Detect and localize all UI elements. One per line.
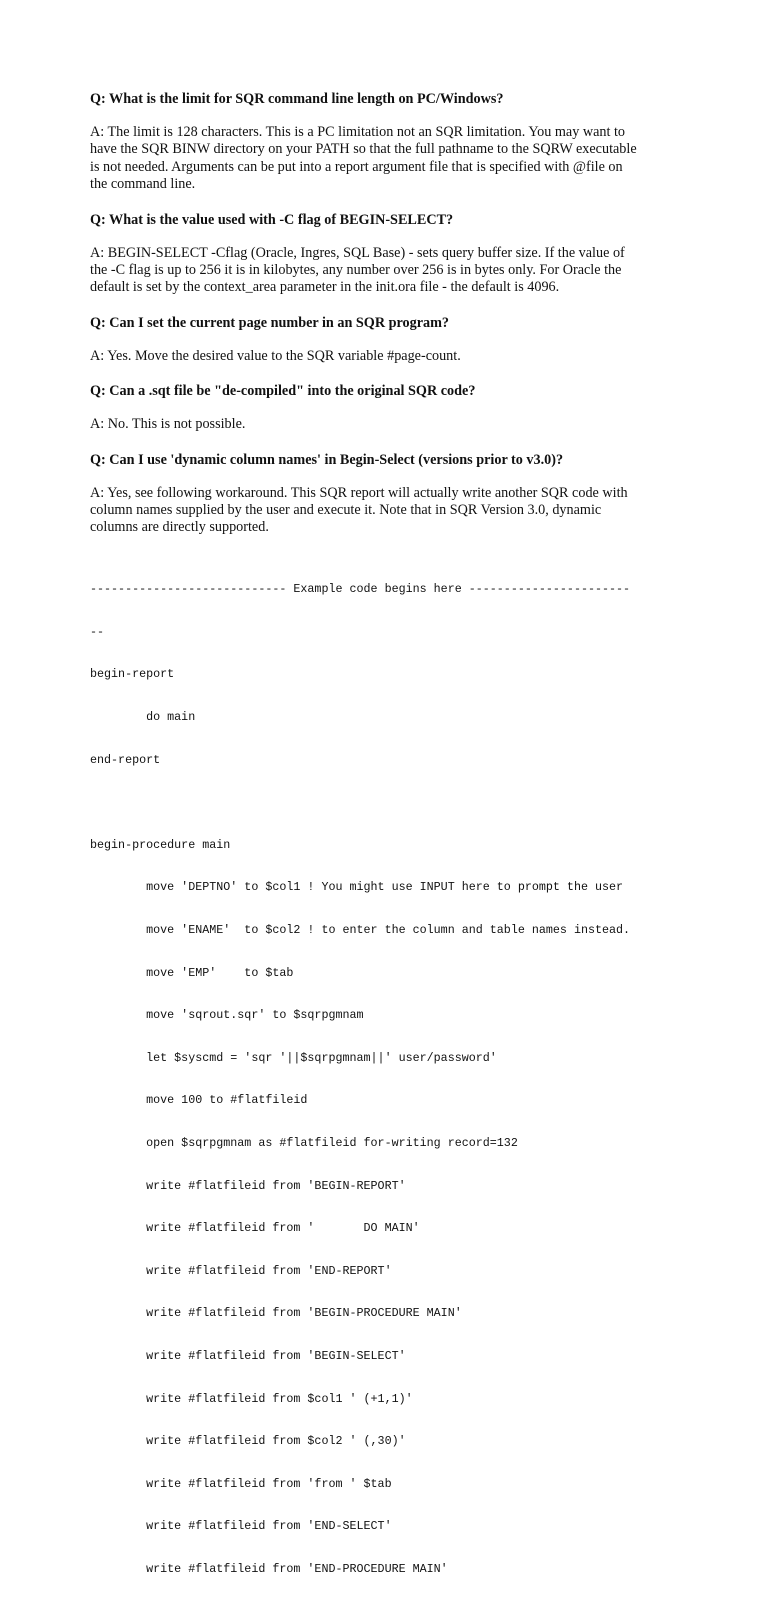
- code-line: move 'DEPTNO' to $col1 ! You might use INPUT here to prompt the user: [90, 880, 624, 895]
- code-line: move 100 to #flatfileid: [90, 1093, 308, 1108]
- faq-question: Q: Can a .sqt file be "de-compiled" into the original SQR code?: [90, 383, 476, 400]
- faq-answer: A: No. This is not possible.: [90, 416, 246, 433]
- code-line: let $syscmd = 'sqr '||$sqrpgmnam||' user/password': [90, 1050, 497, 1065]
- faq-item: [90, 451, 690, 537]
- code-line: move 'sqrout.sqr' to $sqrpgmnam: [90, 1008, 364, 1023]
- code-line: write #flatfileid from 'END-PROCEDURE MAIN': [90, 1561, 448, 1576]
- faq-question: Q: What is the limit for SQR command line length on PC/Windows?: [90, 91, 504, 107]
- code-line: [90, 795, 690, 809]
- code-line: write #flatfileid from 'BEGIN-REPORT': [90, 1178, 406, 1193]
- code-line: move 'EMP' to $tab: [90, 965, 294, 980]
- code-line: write #flatfileid from $col1 ' (+1,1)': [90, 1391, 413, 1406]
- faq-question: Q: What is the value used with -C flag of BEGIN-SELECT?: [90, 211, 454, 228]
- code-line: write #flatfileid from 'BEGIN-SELECT': [90, 1348, 406, 1363]
- faq-question: Q: Can I set the current page number in an SQR program?: [90, 314, 450, 331]
- faq-answer: A: The limit is 128 characters. This is a PC limitation not an SQR limitation. You may want to have the SQR BINW directory on your PATH so that the full pathname to the SQRW executable is not needed. Arguments can be put into a report argument file that is specified with @file on the command line.: [90, 124, 637, 193]
- faq-item: [90, 90, 690, 194]
- faq-content: [90, 90, 690, 1605]
- code-line: do main: [90, 710, 196, 725]
- code-line: begin-procedure main: [90, 837, 231, 852]
- faq-item: [90, 211, 690, 297]
- code-line: ---------------------------- Example code begins here -----------------------: [90, 582, 631, 597]
- code-line: write #flatfileid from 'END-REPORT': [90, 1263, 392, 1278]
- faq-question: Q: Can I use 'dynamic column names' in Begin-Select (versions prior to v3.0)?: [90, 451, 564, 468]
- faq-answer: A: Yes. Move the desired value to the SQR variable #page-count.: [90, 347, 461, 364]
- faq-answer: A: BEGIN-SELECT -Cflag (Oracle, Ingres, SQL Base) - sets query buffer size. If the value of the -C flag is up to 256 it is in kilobytes, any number over 256 is in bytes only. For Oracle the default is set by the context_area parameter in the init.ora file - the default is 4096.: [90, 244, 625, 296]
- code-line: write #flatfileid from 'END-SELECT': [90, 1519, 392, 1534]
- code-block: [90, 554, 690, 1605]
- code-line: write #flatfileid from 'BEGIN-PROCEDURE MAIN': [90, 1306, 462, 1321]
- faq-answer: A: Yes, see following workaround. This SQR report will actually write another SQR code with column names supplied by the user and execute it. Note that in SQR Version 3.0, dynamic columns are directly supported.: [90, 484, 628, 536]
- faq-item: [90, 382, 690, 433]
- code-line: write #flatfileid from $col2 ' (,30)': [90, 1434, 406, 1449]
- faq-item: [90, 314, 690, 365]
- code-line: move 'ENAME' to $col2 ! to enter the column and table names instead.: [90, 923, 631, 938]
- code-line: --: [90, 624, 105, 639]
- code-line: end-report: [90, 752, 161, 767]
- code-line: begin-report: [90, 667, 175, 682]
- code-line: write #flatfileid from ' DO MAIN': [90, 1221, 420, 1236]
- code-line: open $sqrpgmnam as #flatfileid for-writing record=132: [90, 1136, 518, 1150]
- code-line: write #flatfileid from 'from ' $tab: [90, 1476, 392, 1491]
